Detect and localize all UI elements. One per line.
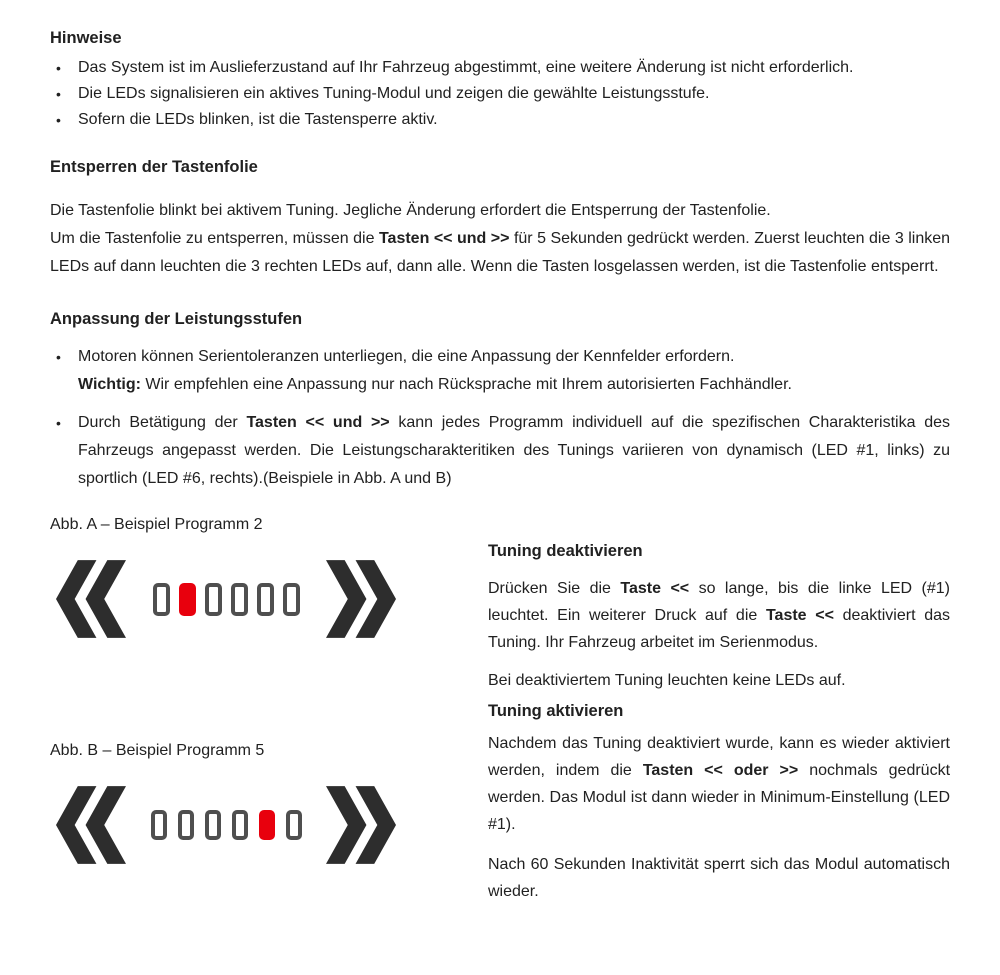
figures-and-instructions (50, 511, 950, 905)
anpassung-heading: Anpassung der Leistungsstufen (50, 310, 303, 328)
bullet-text: Sofern die LEDs blinken, ist die Tastensperre aktiv. (78, 111, 438, 128)
deaktivieren-paragraph-1 (488, 575, 950, 656)
double-chevron-right-icon (326, 560, 396, 638)
bold-taste-run: Taste << (620, 580, 690, 597)
anpassung-bullet-list (50, 343, 950, 493)
bullet-text: Das System ist im Auslieferzustand auf Ihr Fahrzeug abgestimmt, eine weitere Änderung ist nicht erforderlich. (78, 59, 854, 76)
figure-a-label: Abb. A – Beispiel Programm 2 (50, 516, 263, 533)
bullet-text: Motoren können Serientoleranzen unterliegen, die eine Anpassung der Kennfelder erfordern. (78, 348, 735, 365)
deaktivieren-heading: Tuning deaktivieren (488, 542, 643, 560)
text-run: kann jedes Programm individuell auf die spezifischen Charakteristika des Fahrzeugs angepasst werden. Die Leistungscharakteritiken des Tunings variieren von dynamisch (LED #1, links) zu sportlich (LED #6, rechts).(Beispiele in Abb. A und B) (78, 414, 951, 487)
bullet-item (50, 55, 950, 81)
led-3 (205, 810, 221, 840)
bullet-item (50, 409, 950, 493)
double-chevron-left-icon (56, 560, 126, 638)
aktivieren-heading: Tuning aktivieren (488, 702, 624, 720)
led-4 (232, 810, 248, 840)
entsperren-paragraph-2 (50, 225, 950, 281)
led-3 (205, 583, 222, 616)
led-5 (259, 810, 275, 840)
figure-b-label: Abb. B – Beispiel Programm 5 (50, 742, 265, 759)
bold-tasten-run: Tasten << oder >> (642, 762, 799, 779)
led-strip-a (153, 583, 300, 616)
text-run: Nachdem das Tuning deaktiviert wurde, kann es wieder aktiviert werden, indem die (488, 735, 950, 779)
text-run: nochmals gedrückt werden. Das Modul ist dann wieder in Minimum-Einstellung (LED #1). (488, 762, 951, 833)
bullet-text: Wir empfehlen eine Anpassung nur nach Rücksprache mit Ihrem autorisierten Fachhändler. (140, 376, 792, 393)
section-hinweise (50, 28, 950, 133)
bold-taste-run: Taste << (765, 607, 834, 624)
deaktivieren-paragraph-2: Bei deaktiviertem Tuning leuchten keine LEDs auf. (488, 672, 846, 689)
led-6 (283, 583, 300, 616)
led-2 (179, 583, 196, 616)
entsperren-paragraph-1: Die Tastenfolie blinkt bei aktivem Tuning. Jegliche Änderung erfordert die Entsperrung der Tastenfolie. (50, 202, 771, 219)
instructions-column (488, 511, 950, 905)
figure-b-diagram (56, 786, 396, 864)
text-run: Drücken Sie die (488, 580, 621, 597)
led-4 (231, 583, 248, 616)
text-run: so lange, bis die linke LED (#1) leuchtet. Ein weiterer Druck auf die (488, 580, 951, 624)
hinweise-bullet-list (50, 55, 950, 133)
text-run: Um die Tastenfolie zu entsperren, müssen die (50, 230, 379, 247)
led-5 (257, 583, 274, 616)
entsperren-heading: Entsperren der Tastenfolie (50, 158, 258, 176)
text-run: Durch Betätigung der (78, 414, 247, 431)
double-chevron-right-icon (326, 786, 396, 864)
text-run: deaktiviert das Tuning. Ihr Fahrzeug arbeitet im Serienmodus. (488, 607, 951, 651)
bullet-item (50, 343, 950, 399)
figure-a-diagram (56, 560, 396, 638)
text-run: für 5 Sekunden gedrückt werden. Zuerst leuchten die 3 linken LEDs auf dann leuchten die 3 rechten LEDs auf, dann alle. Wenn die Tasten losgelassen werden, ist die Tastenfolie entsperrt. (50, 230, 951, 275)
led-6 (286, 810, 302, 840)
double-chevron-left-icon (56, 786, 126, 864)
bold-tasten-run: Tasten << und >> (246, 414, 390, 431)
aktivieren-paragraph-1 (488, 730, 950, 838)
led-2 (178, 810, 194, 840)
hinweise-heading: Hinweise (50, 29, 122, 47)
bullet-item (50, 107, 950, 133)
led-1 (151, 810, 167, 840)
wichtig-label: Wichtig: (78, 376, 141, 393)
figures-column (50, 511, 480, 864)
aktivieren-paragraph-2: Nach 60 Sekunden Inaktivität sperrt sich das Modul automatisch wieder. (488, 856, 950, 900)
led-strip-b (151, 810, 302, 840)
entsperren-body (50, 197, 950, 281)
led-1 (153, 583, 170, 616)
bold-tasten-run: Tasten << und >> (378, 230, 510, 247)
bullet-text: Die LEDs signalisieren ein aktives Tuning-Modul und zeigen die gewählte Leistungsstufe. (78, 85, 710, 102)
bullet-item (50, 81, 950, 107)
section-anpassung (50, 309, 950, 493)
section-entsperren (50, 157, 950, 281)
